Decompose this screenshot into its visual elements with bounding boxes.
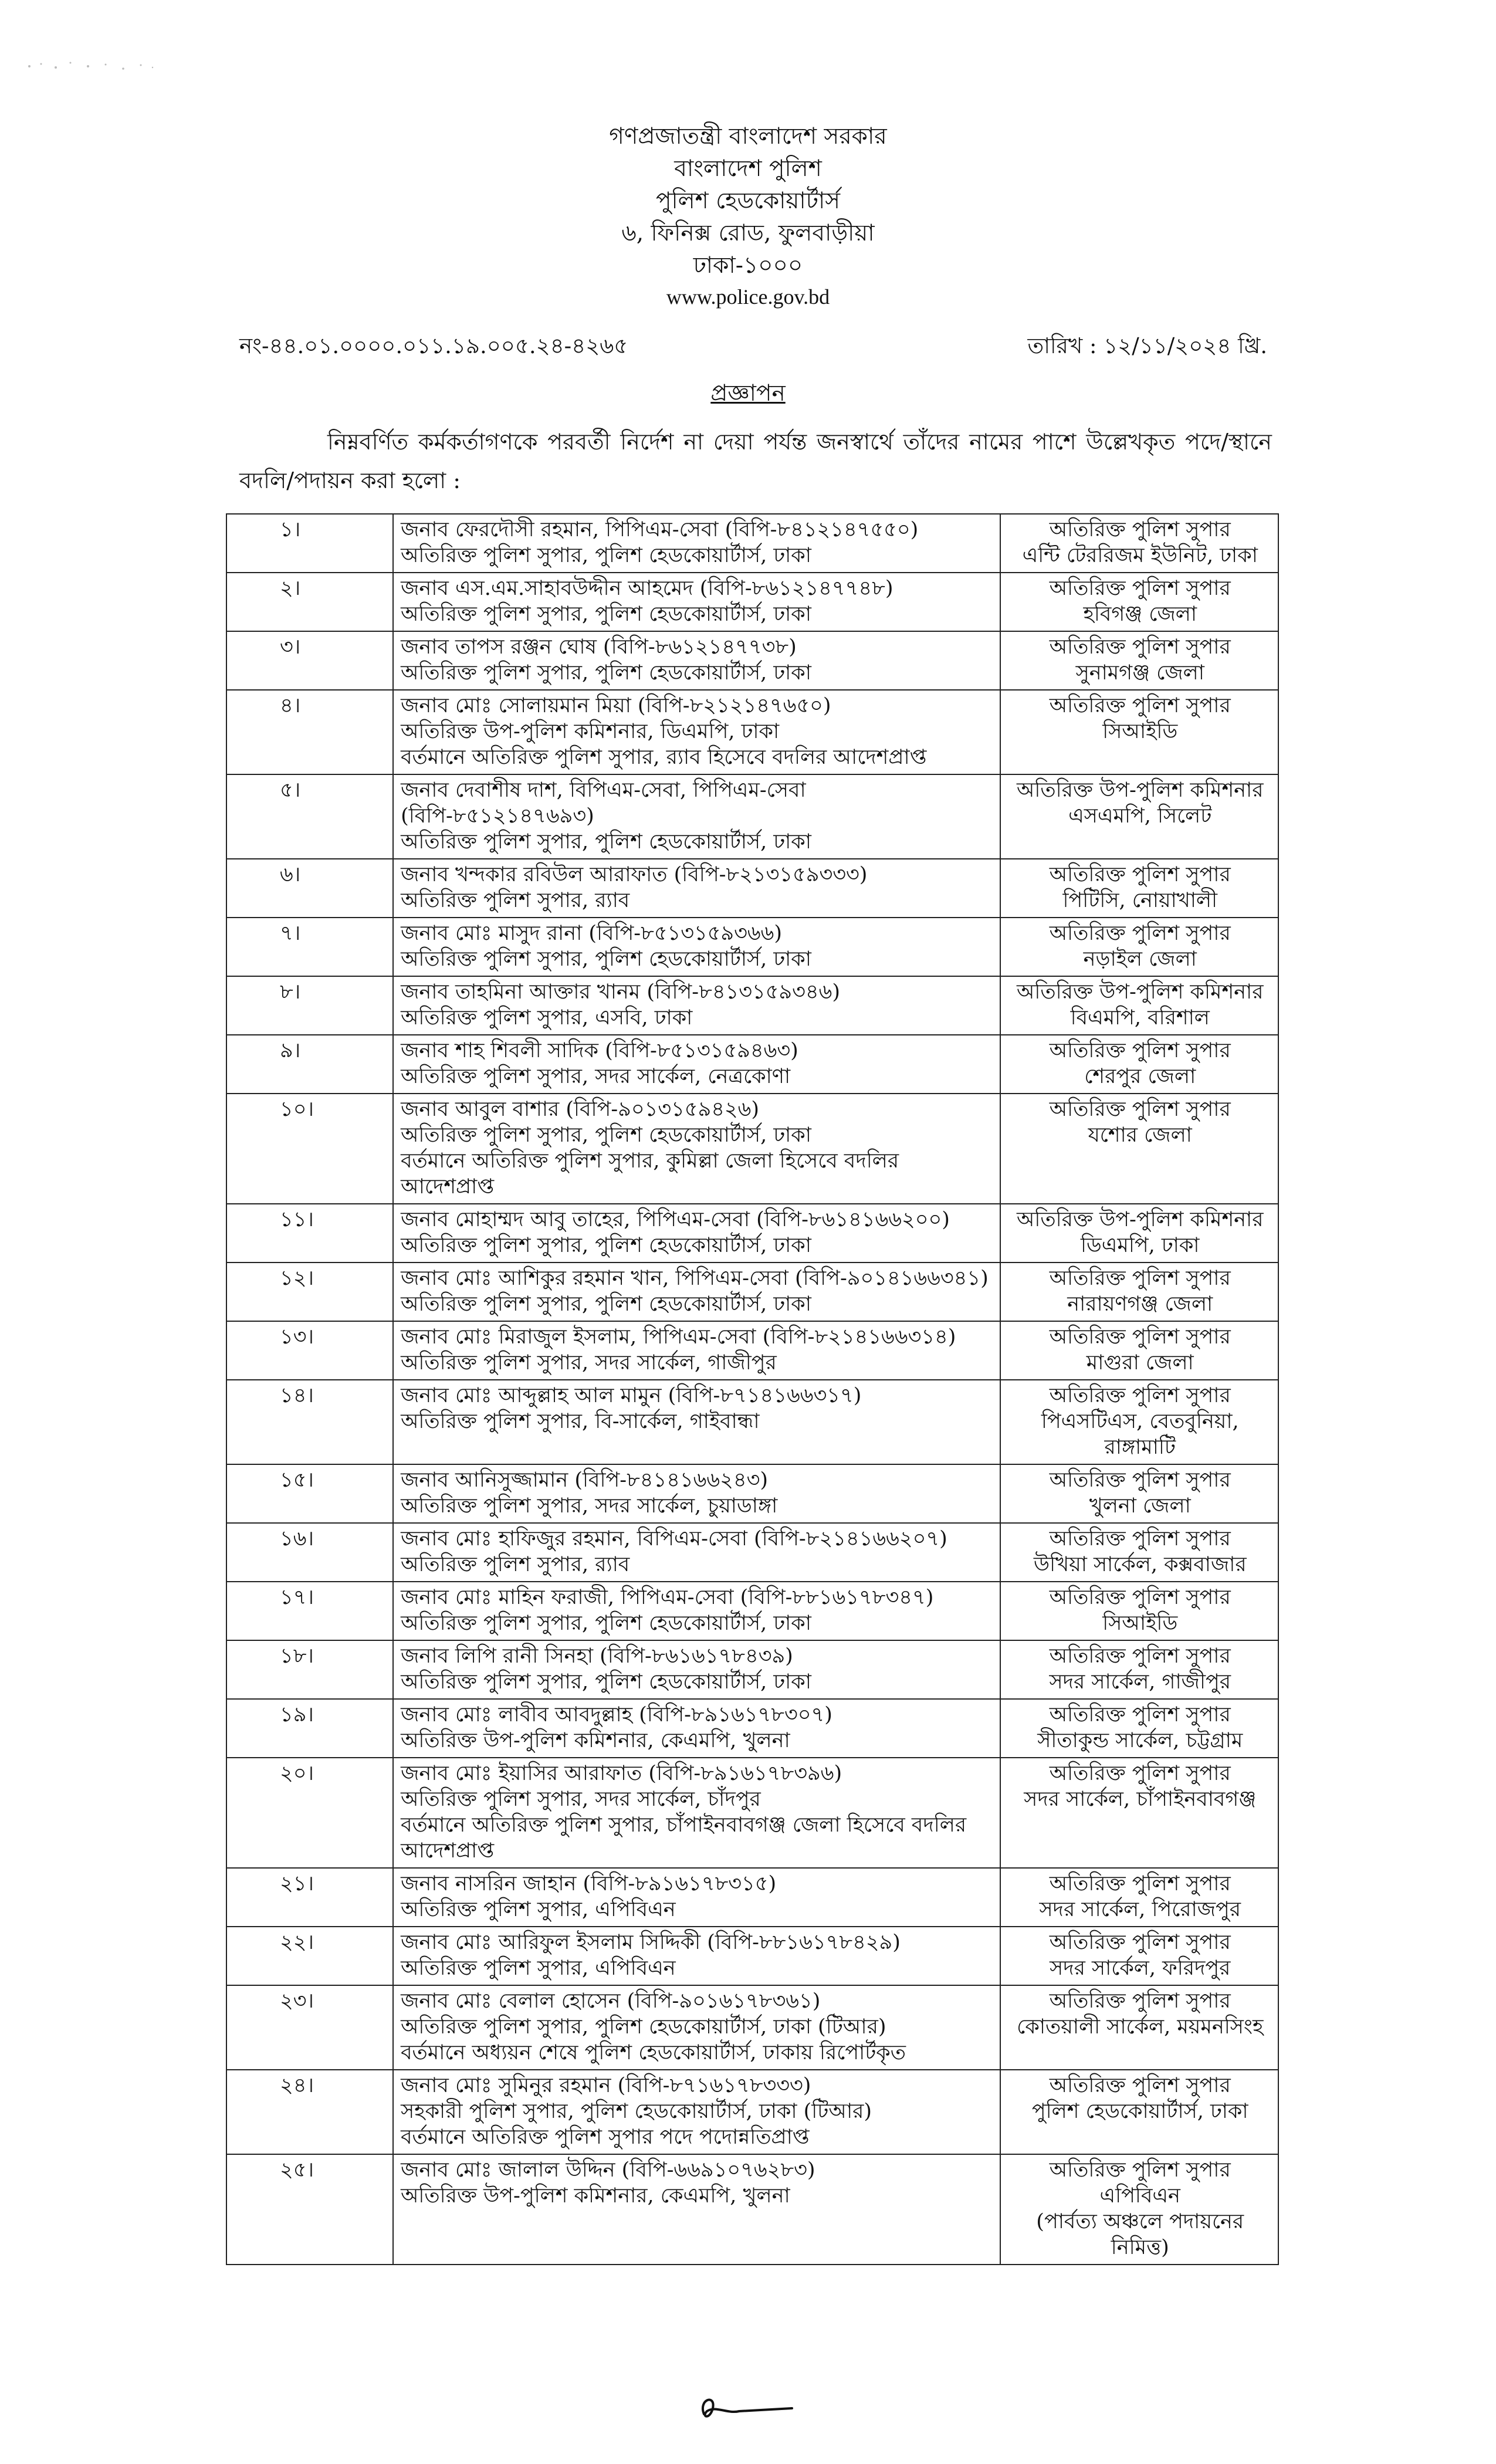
officer-info: [393, 1321, 1000, 1380]
officer-info: [393, 1758, 1000, 1868]
new-posting-line: অতিরিক্ত পুলিশ সুপার: [1049, 1762, 1231, 1785]
new-posting-line: শেরপুর জেলা: [1084, 1065, 1196, 1088]
new-posting-line: অতিরিক্ত পুলিশ সুপার: [1049, 2158, 1231, 2182]
officer-info-line: জনাব মোঃ জালাল উদ্দিন (বিপি-৬৬৯১০৭৬২৮৩): [401, 2158, 815, 2182]
table-row: [226, 1699, 1278, 1758]
document-title-text: প্রজ্ঞাপন: [710, 380, 786, 407]
new-posting: [1000, 631, 1278, 690]
new-posting-line: সদর সার্কেল, গাজীপুর: [1049, 1670, 1231, 1694]
new-posting-line: সীতাকুন্ড সার্কেল, চট্টগ্রাম: [1037, 1729, 1243, 1752]
officer-info-line: অতিরিক্ত পুলিশ সুপার, সদর সার্কেল, চুয়াডাঙ্গা: [401, 1494, 778, 1518]
serial-number: ১৫।: [226, 1464, 393, 1523]
officer-info: [393, 1699, 1000, 1758]
serial-number: ২৫।: [226, 2154, 393, 2265]
table-row: [226, 918, 1278, 976]
serial-number: ১২।: [226, 1263, 393, 1321]
memo-number: নং-৪৪.০১.০০০০.০১১.১৯.০০৫.২৪-৪২৬৫: [239, 333, 628, 358]
new-posting: [1000, 573, 1278, 631]
officer-info-line: জনাব তাহমিনা আক্তার খানম (বিপি-৮৪১৩১৫৯৩৪৬): [401, 980, 841, 1004]
serial-number: ২০।: [226, 1758, 393, 1868]
officer-info-line: জনাব শাহ শিবলী সাদিক (বিপি-৮৫১৩১৫৯৪৬৩): [401, 1039, 798, 1062]
new-posting-line: বিএমপি, বরিশাল: [1070, 1006, 1210, 1030]
officer-info-line: জনাব মোঃ বেলাল হোসেন (বিপি-৯০১৬১৭৮৩৬১): [401, 1989, 821, 2013]
new-posting-line: অতিরিক্ত পুলিশ সুপার: [1049, 922, 1231, 945]
new-posting: [1000, 1699, 1278, 1758]
header-website: www.police.gov.bd: [666, 285, 830, 309]
officer-info-line: অতিরিক্ত পুলিশ সুপার, পুলিশ হেডকোয়ার্টার্স, ঢাকা: [401, 1670, 811, 1694]
table-row: [226, 1868, 1278, 1927]
new-posting-line: খুলনা জেলা: [1089, 1494, 1191, 1518]
new-posting-line: অতিরিক্ত পুলিশ সুপার: [1049, 1468, 1231, 1492]
new-posting-line: নারায়ণগঞ্জ জেলা: [1067, 1292, 1213, 1316]
officer-info-line: জনাব তাপস রঞ্জন ঘোষ (বিপি-৮৬১২১৪৭৭৩৮): [401, 635, 797, 659]
officer-info-line: অতিরিক্ত পুলিশ সুপার, পুলিশ হেডকোয়ার্টার্স, ঢাকা: [401, 603, 811, 626]
new-posting-line: অতিরিক্ত পুলিশ সুপার: [1049, 1703, 1231, 1727]
officer-info: [393, 1927, 1000, 1985]
officer-info-line: বর্তমানে অতিরিক্ত পুলিশ সুপার, কুমিল্লা জেলা হিসেবে বদলির আদেশপ্রাপ্ত: [401, 1149, 899, 1199]
officer-info-line: জনাব দেবাশীষ দাশ, বিপিএম-সেবা, পিপিএম-সেবা (বিপি-৮৫১২১৪৭৬৯৩): [401, 779, 806, 828]
serial-number: ১৯।: [226, 1699, 393, 1758]
new-posting-line: অতিরিক্ত উপ-পুলিশ কমিশনার: [1017, 779, 1264, 802]
officer-info-line: বর্তমানে অতিরিক্ত পুলিশ সুপার, র‍্যাব হিসেবে বদলির আদেশপ্রাপ্ত: [401, 746, 927, 769]
officer-info-line: জনাব মোঃ লাবীব আবদুল্লাহ (বিপি-৮৯১৬১৭৮৩০৭): [401, 1703, 832, 1727]
table-row: [226, 859, 1278, 918]
new-posting-line: অতিরিক্ত পুলিশ সুপার: [1049, 863, 1231, 886]
new-posting: [1000, 1094, 1278, 1204]
officer-info-line: জনাব মোঃ সুমিনুর রহমান (বিপি-৮৭১৬১৭৮৩৩৩): [401, 2074, 811, 2097]
officer-info-line: জনাব মোঃ হাফিজুর রহমান, বিপিএম-সেবা (বিপি-৮২১৪১৬৬২০৭): [401, 1527, 947, 1551]
new-posting: [1000, 859, 1278, 918]
serial-number: ৬।: [226, 859, 393, 918]
officer-info-line: জনাব মোঃ আরিফুল ইসলাম সিদ্দিকী (বিপি-৮৮১৬১৭৮৪২৯): [401, 1931, 901, 1954]
serial-number: ১৪।: [226, 1380, 393, 1464]
new-posting-line: অতিরিক্ত পুলিশ সুপার: [1049, 1527, 1231, 1551]
officer-info-line: জনাব মোঃ আশিকুর রহমান খান, পিপিএম-সেবা (বিপি-৯০১৪১৬৬৩৪১): [401, 1267, 989, 1290]
new-posting: [1000, 1582, 1278, 1640]
new-posting-line: অতিরিক্ত পুলিশ সুপার: [1049, 577, 1231, 600]
serial-number: ৯।: [226, 1035, 393, 1094]
new-posting-line: পুলিশ হেডকোয়ার্টার্স, ঢাকা: [1031, 2100, 1248, 2123]
new-posting-line: (পার্বত্য অঞ্চলে পদায়নের নিমিত্ত): [1036, 2210, 1244, 2259]
table-row: [226, 976, 1278, 1035]
letterhead: [0, 120, 1496, 312]
officer-info-line: অতিরিক্ত পুলিশ সুপার, পুলিশ হেডকোয়ার্টার্স, ঢাকা: [401, 1123, 811, 1147]
officer-info: [393, 1640, 1000, 1699]
new-posting-line: সদর সার্কেল, ফরিদপুর: [1050, 1957, 1231, 1980]
officer-info-line: অতিরিক্ত পুলিশ সুপার, এপিবিএন: [401, 1957, 676, 1980]
header-line-police: বাংলাদেশ পুলিশ: [674, 155, 822, 182]
serial-number: ১৮।: [226, 1640, 393, 1699]
new-posting: [1000, 1868, 1278, 1927]
header-line-city: ঢাকা-১০০০: [693, 252, 803, 279]
new-posting-line: পিএসটিএস, বেতবুনিয়া, রাঙ্গামাটি: [1041, 1410, 1239, 1459]
new-posting: [1000, 1204, 1278, 1263]
officer-info-line: অতিরিক্ত পুলিশ সুপার, পুলিশ হেডকোয়ার্টার্স, ঢাকা: [401, 1234, 811, 1257]
officer-info-line: অতিরিক্ত পুলিশ সুপার, এপিবিএন: [401, 1898, 676, 1921]
new-posting: [1000, 918, 1278, 976]
officer-info-line: অতিরিক্ত উপ-পুলিশ কমিশনার, কেএমপি, খুলনা: [401, 2184, 790, 2208]
new-posting: [1000, 690, 1278, 774]
officer-info-line: অতিরিক্ত পুলিশ সুপার, সদর সার্কেল, নেত্রকোণা: [401, 1065, 791, 1088]
new-posting-line: অতিরিক্ত উপ-পুলিশ কমিশনার: [1017, 1208, 1264, 1231]
new-posting-line: সিআইডি: [1102, 1612, 1178, 1635]
officer-info-line: জনাব মোঃ আব্দুল্লাহ আল মামুন (বিপি-৮৭১৪১৬৬৩১৭): [401, 1384, 862, 1407]
officer-info: [393, 1204, 1000, 1263]
table-row: [226, 1985, 1278, 2070]
table-row: [226, 1582, 1278, 1640]
officer-info: [393, 1380, 1000, 1464]
new-posting-line: এসএমপি, সিলেট: [1068, 804, 1212, 828]
new-posting: [1000, 1523, 1278, 1582]
serial-number: ২২।: [226, 1927, 393, 1985]
officer-info-line: জনাব লিপি রানী সিনহা (বিপি-৮৬১৬১৭৮৪৩৯): [401, 1644, 793, 1668]
table-row: [226, 1523, 1278, 1582]
new-posting-line: সদর সার্কেল, চাঁপাইনবাবগঞ্জ: [1024, 1788, 1257, 1811]
officer-info-line: বর্তমানে অধ্যয়ন শেষে পুলিশ হেডকোয়ার্টার্স, ঢাকায় রিপোর্টকৃত: [401, 2041, 906, 2064]
table-row: [226, 1927, 1278, 1985]
officer-info-line: বর্তমানে অতিরিক্ত পুলিশ সুপার পদে পদোন্নতিপ্রাপ্ত: [401, 2125, 810, 2149]
new-posting: [1000, 976, 1278, 1035]
new-posting-line: অতিরিক্ত পুলিশ সুপার: [1049, 1384, 1231, 1407]
new-posting-line: কোতয়ালী সার্কেল, ময়মনসিংহ: [1017, 2015, 1264, 2039]
new-posting-line: নড়াইল জেলা: [1083, 947, 1197, 971]
serial-number: ২৪।: [226, 2070, 393, 2154]
officer-info-line: অতিরিক্ত পুলিশ সুপার, পুলিশ হেডকোয়ার্টার্স, ঢাকা (টিআর): [401, 2015, 886, 2039]
officer-info-line: অতিরিক্ত পুলিশ সুপার, পুলিশ হেডকোয়ার্টার্স, ঢাকা: [401, 544, 811, 567]
serial-number: ১৬।: [226, 1523, 393, 1582]
memo-date: তারিখ : ১২/১১/২০২৪ খ্রি.: [1027, 333, 1267, 358]
table-row: [226, 1758, 1278, 1868]
serial-number: ৩।: [226, 631, 393, 690]
table-row: [226, 1640, 1278, 1699]
officer-info: [393, 1985, 1000, 2070]
table-row: [226, 774, 1278, 859]
transfer-table: [226, 513, 1279, 2265]
officer-info-line: অতিরিক্ত পুলিশ সুপার, র‍্যাব: [401, 1553, 630, 1576]
serial-number: ১১।: [226, 1204, 393, 1263]
intro-paragraph: নিম্নবর্ণিত কর্মকর্তাগণকে পরবর্তী নির্দেশ না দেয়া পর্যন্ত জনস্বার্থে তাঁদের নামের পাশে উল্লেখকৃত পদে/স্থানে বদলি/পদায়ন করা হলো :: [239, 429, 1272, 493]
table-row: [226, 690, 1278, 774]
new-posting-line: সিআইডি: [1102, 720, 1178, 743]
new-posting: [1000, 1464, 1278, 1523]
officer-info: [393, 1523, 1000, 1582]
new-posting: [1000, 1035, 1278, 1094]
serial-number: ১০।: [226, 1094, 393, 1204]
header-line-address: ৬, ফিনিক্স রোড, ফুলবাড়ীয়া: [621, 220, 875, 246]
officer-info-line: অতিরিক্ত পুলিশ সুপার, পুলিশ হেডকোয়ার্টার্স, ঢাকা: [401, 661, 811, 685]
new-posting-line: সদর সার্কেল, পিরোজপুর: [1039, 1898, 1241, 1921]
officer-info-line: জনাব এস.এম.সাহাবউদ্দীন আহমেদ (বিপি-৮৬১২১৪৭৭৪৮): [401, 577, 893, 600]
officer-info: [393, 573, 1000, 631]
new-posting: [1000, 1380, 1278, 1464]
officer-info-line: জনাব আবুল বাশার (বিপি-৯০১৩১৫৯৪২৬): [401, 1098, 760, 1121]
table-row: [226, 1094, 1278, 1204]
table-row: [226, 573, 1278, 631]
new-posting-line: অতিরিক্ত পুলিশ সুপার: [1049, 635, 1231, 659]
officer-info-line: অতিরিক্ত উপ-পুলিশ কমিশনার, ডিএমপি, ঢাকা: [401, 720, 780, 743]
serial-number: ৭।: [226, 918, 393, 976]
header-line-government: গণপ্রজাতন্ত্রী বাংলাদেশ সরকার: [609, 123, 887, 150]
new-posting-line: অতিরিক্ত পুলিশ সুপার: [1049, 1039, 1231, 1062]
officer-info: [393, 2070, 1000, 2154]
serial-number: ২৩।: [226, 1985, 393, 2070]
document-title: [0, 375, 1496, 414]
new-posting-line: অতিরিক্ত পুলিশ সুপার: [1049, 1098, 1231, 1121]
new-posting-line: অতিরিক্ত পুলিশ সুপার: [1049, 1872, 1231, 1896]
new-posting-line: অতিরিক্ত পুলিশ সুপার: [1049, 1644, 1231, 1668]
header-line-headquarters: পুলিশ হেডকোয়ার্টার্স: [655, 188, 841, 214]
new-posting-line: ডিএমপি, ঢাকা: [1081, 1234, 1200, 1257]
officer-info-line: জনাব মোঃ মাহিন ফরাজী, পিপিএম-সেবা (বিপি-৮৮১৬১৭৮৩৪৭): [401, 1586, 934, 1609]
officer-info: [393, 2154, 1000, 2265]
new-posting-line: অতিরিক্ত পুলিশ সুপার: [1049, 694, 1231, 717]
serial-number: ৫।: [226, 774, 393, 859]
serial-number: ২১।: [226, 1868, 393, 1927]
officer-info-line: অতিরিক্ত উপ-পুলিশ কমিশনার, কেএমপি, খুলনা: [401, 1729, 790, 1752]
officer-info-line: আদেশপ্রাপ্ত: [401, 1839, 495, 1863]
new-posting: [1000, 774, 1278, 859]
table-row: [226, 2154, 1278, 2265]
new-posting-line: অতিরিক্ত পুলিশ সুপার: [1049, 1325, 1231, 1349]
officer-info-line: অতিরিক্ত পুলিশ সুপার, পুলিশ হেডকোয়ার্টার্স, ঢাকা: [401, 947, 811, 971]
new-posting-line: যশোর জেলা: [1088, 1123, 1192, 1147]
officer-info: [393, 976, 1000, 1035]
table-row: [226, 1321, 1278, 1380]
table-row: [226, 1380, 1278, 1464]
officer-info-line: অতিরিক্ত পুলিশ সুপার, সদর সার্কেল, গাজীপুর: [401, 1351, 777, 1375]
new-posting: [1000, 1263, 1278, 1321]
officer-info: [393, 1868, 1000, 1927]
officer-info-line: অতিরিক্ত পুলিশ সুপার, এসবি, ঢাকা: [401, 1006, 693, 1030]
officer-info-line: জনাব মোহাম্মদ আবু তাহের, পিপিএম-সেবা (বিপি-৮৬১৪১৬৬২০০): [401, 1208, 950, 1231]
serial-number: ৪।: [226, 690, 393, 774]
new-posting: [1000, 514, 1278, 573]
officer-info-line: অতিরিক্ত পুলিশ সুপার, বি-সার্কেল, গাইবান্ধা: [401, 1410, 760, 1433]
officer-info-line: অতিরিক্ত পুলিশ সুপার, সদর সার্কেল, চাঁদপুর: [401, 1788, 761, 1811]
officer-info: [393, 631, 1000, 690]
new-posting-line: এন্টি টেররিজম ইউনিট, ঢাকা: [1022, 544, 1258, 567]
officer-info-line: জনাব খন্দকার রবিউল আরাফাত (বিপি-৮২১৩১৫৯৩৩৩): [401, 863, 868, 886]
officer-info: [393, 690, 1000, 774]
officer-info-line: জনাব ফেরদৌসী রহমান, পিপিএম-সেবা (বিপি-৮৪১২১৪৭৫৫০): [401, 518, 919, 541]
serial-number: ১।: [226, 514, 393, 573]
new-posting: [1000, 2154, 1278, 2265]
officer-info-line: বর্তমানে অতিরিক্ত পুলিশ সুপার, চাঁপাইনবাবগঞ্জ জেলা হিসেবে বদলির: [401, 1813, 967, 1837]
new-posting-line: মাগুরা জেলা: [1086, 1351, 1194, 1375]
new-posting: [1000, 1758, 1278, 1868]
table-row: [226, 2070, 1278, 2154]
new-posting-line: হবিগঞ্জ জেলা: [1083, 603, 1197, 626]
new-posting: [1000, 1640, 1278, 1699]
officer-info: [393, 514, 1000, 573]
new-posting-line: অতিরিক্ত পুলিশ সুপার: [1049, 1989, 1231, 2013]
officer-info-line: জনাব নাসরিন জাহান (বিপি-৮৯১৬১৭৮৩১৫): [401, 1872, 777, 1896]
new-posting-line: অতিরিক্ত পুলিশ সুপার: [1049, 1931, 1231, 1954]
new-posting: [1000, 2070, 1278, 2154]
officer-info-line: অতিরিক্ত পুলিশ সুপার, পুলিশ হেডকোয়ার্টার্স, ঢাকা: [401, 1612, 811, 1635]
new-posting-line: উখিয়া সার্কেল, কক্সবাজার: [1033, 1553, 1247, 1576]
officer-info-line: অতিরিক্ত পুলিশ সুপার, পুলিশ হেডকোয়ার্টার্স, ঢাকা: [401, 1292, 811, 1316]
serial-number: ২।: [226, 573, 393, 631]
officer-info: [393, 1035, 1000, 1094]
officer-info: [393, 1582, 1000, 1640]
new-posting-line: অতিরিক্ত পুলিশ সুপার: [1049, 1586, 1231, 1609]
signature: [692, 2382, 798, 2429]
table-row: [226, 1263, 1278, 1321]
officer-info: [393, 1464, 1000, 1523]
officer-info-line: জনাব মোঃ ইয়াসির আরাফাত (বিপি-৮৯১৬১৭৮৩৯৬): [401, 1762, 842, 1785]
officer-info: [393, 774, 1000, 859]
officer-info: [393, 1263, 1000, 1321]
officer-info-line: অতিরিক্ত পুলিশ সুপার, র‍্যাব: [401, 889, 630, 912]
serial-number: ৮।: [226, 976, 393, 1035]
new-posting-line: অতিরিক্ত পুলিশ সুপার: [1049, 2074, 1231, 2097]
officer-info: [393, 1094, 1000, 1204]
new-posting-line: অতিরিক্ত পুলিশ সুপার: [1049, 518, 1231, 541]
new-posting-line: এপিবিএন: [1099, 2184, 1180, 2208]
new-posting-line: সুনামগঞ্জ জেলা: [1075, 661, 1204, 685]
officer-info-line: জনাব মোঃ সোলায়মান মিয়া (বিপি-৮২১২১৪৭৬৫০): [401, 694, 831, 717]
scan-smudge: [23, 56, 158, 79]
new-posting-line: অতিরিক্ত পুলিশ সুপার: [1049, 1267, 1231, 1290]
officer-info-line: জনাব আনিসুজ্জামান (বিপি-৮৪১৪১৬৬২৪৩): [401, 1468, 769, 1492]
officer-info-line: অতিরিক্ত পুলিশ সুপার, পুলিশ হেডকোয়ার্টার্স, ঢাকা: [401, 830, 811, 854]
officer-info-line: সহকারী পুলিশ সুপার, পুলিশ হেডকোয়ার্টার্স, ঢাকা (টিআর): [401, 2100, 872, 2123]
officer-info-line: জনাব মোঃ মিরাজুল ইসলাম, পিপিএম-সেবা (বিপি-৮২১৪১৬৬৩১৪): [401, 1325, 956, 1349]
new-posting: [1000, 1321, 1278, 1380]
serial-number: ১৩।: [226, 1321, 393, 1380]
table-row: [226, 1035, 1278, 1094]
table-row: [226, 1464, 1278, 1523]
officer-info: [393, 918, 1000, 976]
officer-info: [393, 859, 1000, 918]
table-row: [226, 1204, 1278, 1263]
table-row: [226, 631, 1278, 690]
new-posting: [1000, 1927, 1278, 1985]
table-row: [226, 514, 1278, 573]
new-posting-line: অতিরিক্ত উপ-পুলিশ কমিশনার: [1017, 980, 1264, 1004]
new-posting-line: পিটিসি, নোয়াখালী: [1062, 889, 1217, 912]
new-posting: [1000, 1985, 1278, 2070]
officer-info-line: জনাব মোঃ মাসুদ রানা (বিপি-৮৫১৩১৫৯৩৬৬): [401, 922, 783, 945]
serial-number: ১৭।: [226, 1582, 393, 1640]
